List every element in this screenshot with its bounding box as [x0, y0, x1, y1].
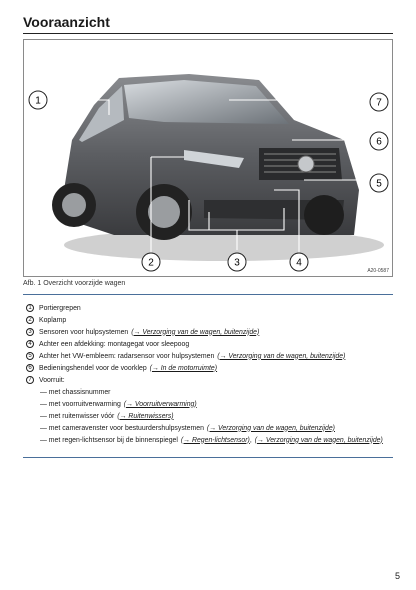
legend-subitem-text: — met regen-lichtsensor bij de binnenspiegel: [40, 436, 178, 444]
figure-code: A20-0587: [367, 268, 389, 274]
page-number: 5: [395, 571, 401, 581]
cross-reference-link[interactable]: (→ Voorruitverwarming): [123, 400, 197, 408]
far-front-wheel: [304, 195, 344, 235]
section-divider: [23, 457, 393, 458]
callout-1-label: 1: [35, 95, 41, 107]
legend-item-2: [26, 314, 390, 326]
legend-number: 2: [26, 316, 34, 324]
callout-7: [370, 93, 388, 111]
cross-reference-link[interactable]: (→ Ruitenwissers): [117, 412, 174, 420]
rear-rim: [62, 193, 86, 217]
legend-subitem-text: — met ruitenwisser vóór: [40, 412, 115, 420]
caption-divider: [23, 294, 393, 295]
legend-list: [26, 302, 390, 446]
legend-subitem: [26, 386, 390, 398]
cross-reference-link[interactable]: (→ Verzorging van de wagen, buitenzijde): [254, 436, 383, 444]
callout-7-label: 7: [376, 97, 382, 109]
legend-subitem: [26, 422, 390, 434]
legend-number: 1: [26, 304, 34, 312]
cross-reference-link[interactable]: (→ In de motorruimte): [149, 364, 218, 372]
figure-caption: Afb. 1 Overzicht voorzijde wagen: [23, 280, 126, 287]
cross-reference-link[interactable]: (→ Regen-lichtsensor): [180, 436, 250, 444]
legend-number: 5: [26, 352, 34, 360]
legend-subitem: [26, 410, 390, 422]
callout-3: [228, 253, 246, 271]
legend-item-3: [26, 326, 390, 338]
cross-reference-link[interactable]: (→ Verzorging van de wagen, buitenzijde): [131, 328, 260, 336]
legend-number: 4: [26, 340, 34, 348]
vw-emblem: [298, 156, 314, 172]
legend-item-1: [26, 302, 390, 314]
front-rim: [148, 196, 180, 228]
legend-text: Portiergrepen: [39, 304, 81, 312]
legend-text: Achter het VW-embleem: radarsensor voor hulpsystemen: [39, 352, 215, 360]
callout-2-label: 2: [148, 257, 154, 269]
cross-reference-link[interactable]: (→ Verzorging van de wagen, buitenzijde): [206, 424, 335, 432]
figure-frame: [23, 39, 393, 277]
legend-text: Achter een afdekking: montagegat voor sleepoog: [39, 340, 190, 348]
cross-reference-link[interactable]: (→ Verzorging van de wagen, buitenzijde): [217, 352, 346, 360]
page-title: Vooraanzicht: [23, 14, 110, 30]
callout-4-label: 4: [296, 257, 302, 269]
legend-text: Bedieningshendel voor de voorklep: [39, 364, 147, 372]
link-separator: ,: [249, 436, 252, 444]
legend-text: Voorruit:: [39, 376, 65, 384]
legend-subitem: [26, 434, 390, 446]
legend-item-7: [26, 374, 390, 386]
callout-3-label: 3: [234, 257, 240, 269]
legend-item-6: [26, 362, 390, 374]
legend-text: Koplamp: [39, 316, 67, 324]
title-divider: [23, 33, 393, 34]
legend-number: 7: [26, 376, 34, 384]
legend-number: 6: [26, 364, 34, 372]
callout-5: [370, 174, 388, 192]
callout-1: [29, 91, 47, 109]
legend-subitem-text: — met voorruitverwarming: [40, 400, 121, 408]
car-illustration: [24, 40, 392, 276]
legend-subitem-text: — met cameravenster voor bestuurdershulpsystemen: [40, 424, 204, 432]
callout-2: [142, 253, 160, 271]
legend-subitem-text: — met chassisnummer: [40, 388, 111, 396]
legend-item-5: [26, 350, 390, 362]
legend-text: Sensoren voor hulpsystemen: [39, 328, 129, 336]
callout-6-label: 6: [376, 136, 382, 148]
legend-item-4: [26, 338, 390, 350]
callout-5-label: 5: [376, 178, 382, 190]
callout-4: [290, 253, 308, 271]
callout-6: [370, 132, 388, 150]
legend-number: 3: [26, 328, 34, 336]
legend-subitem: [26, 398, 390, 410]
